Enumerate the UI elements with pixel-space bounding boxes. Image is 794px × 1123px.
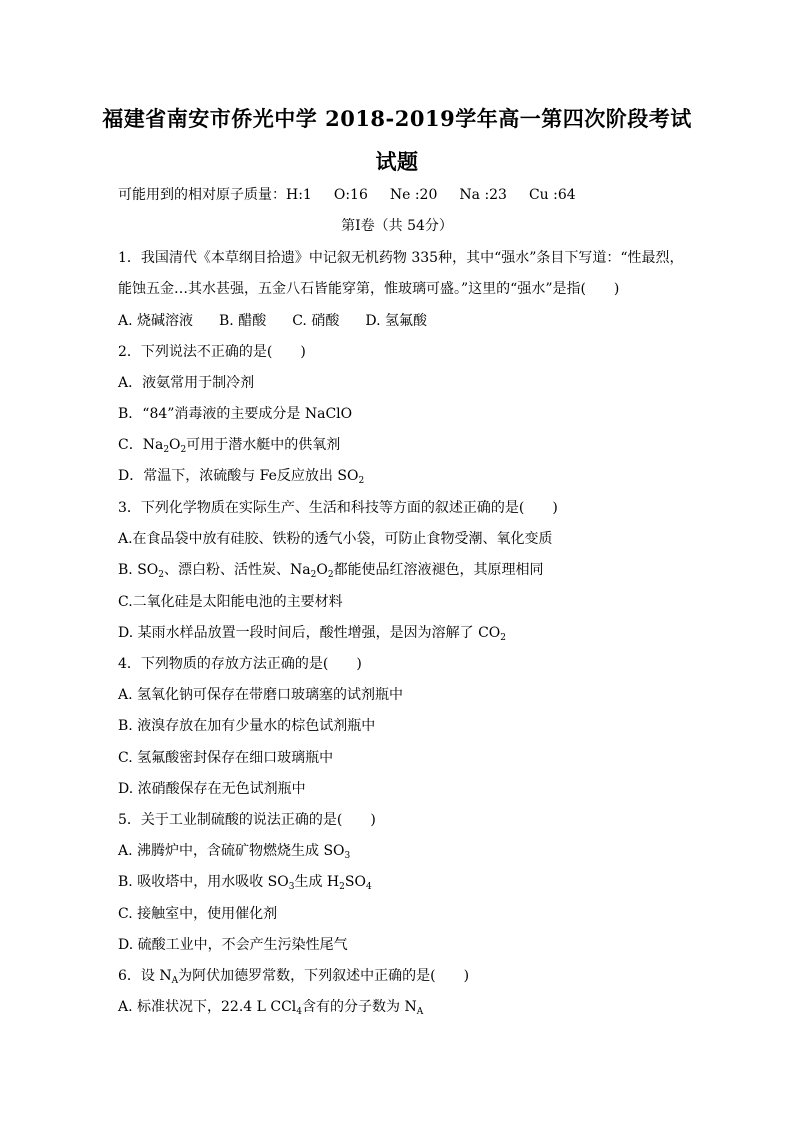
subscript: 2	[180, 445, 187, 455]
text-run: B. SO	[118, 562, 159, 578]
question-4-option-d: D. 浓硝酸保存在无色试剂瓶中	[118, 781, 306, 797]
question-6-option-a	[118, 997, 708, 1017]
text-run: A. 标准状况下，22.4 L CCl	[118, 999, 297, 1015]
subscript: A	[171, 976, 179, 986]
question-5-option-d: D. 硫酸工业中，不会产生污染性尾气	[118, 937, 348, 953]
subscript: 2	[500, 633, 506, 643]
question-4-option-a: A. 氢氧化钠可保存在带磨口玻璃塞的试剂瓶中	[118, 687, 404, 703]
question-3-option-b	[118, 560, 708, 580]
text-run: D. 某雨水样品放置一段时间后，酸性增强，是因为溶解了 CO	[118, 625, 501, 641]
question-2-option-b: B．“84”消毒液的主要成分是 NaClO	[118, 406, 353, 422]
question-1-stem: 1．我国清代《本草纲目拾遗》中记叙无机药物 335种，其中“强水”条目下写道：“性最烈，	[118, 250, 684, 266]
question-1-option-d: D. 氢氟酸	[365, 313, 427, 329]
subscript: 2	[158, 570, 164, 580]
question-5-option-b	[118, 872, 708, 892]
subscript: 2	[163, 445, 170, 455]
subscript: 2	[339, 882, 345, 892]
subscript: 4	[296, 1007, 303, 1017]
question-5-option-a	[118, 841, 708, 861]
question-4-option-b: B. 液溴存放在加有少量水的棕色试剂瓶中	[118, 718, 376, 734]
question-5-option-c: C. 接触室中，使用催化剂	[118, 906, 278, 922]
question-3-stem: 3．下列化学物质在实际生产、生活和科技等方面的叙述正确的是( )	[118, 500, 558, 516]
atomic-mass-o: O:16	[333, 187, 368, 203]
question-4-stem: 4．下列物质的存放方法正确的是( )	[118, 656, 362, 672]
question-5-stem: 5．关于工业制硫酸的说法正确的是( )	[118, 812, 376, 828]
atomic-mass-ne: Ne :20	[389, 187, 438, 203]
question-1-stem-continued: 能蚀五金…其水甚强，五金八石皆能穿第，惟玻璃可盛。”这里的“强水”是指( )	[118, 281, 620, 297]
section-heading: 第Ⅰ卷（共 54分）	[341, 218, 453, 234]
subscript: 3	[288, 882, 295, 892]
text-run: 生成 H	[294, 874, 340, 890]
text-run: 都能使品红溶液褪色，其原理相同	[333, 562, 544, 578]
text-run: O	[316, 562, 328, 578]
atomic-mass-cu: Cu :64	[528, 187, 576, 203]
question-2-option-d	[118, 466, 708, 486]
subscript: A	[416, 1007, 424, 1017]
atomic-mass-label: 可能用到的相对原子质量：	[118, 187, 286, 203]
question-3-option-c: C.二氧化硅是太阳能电池的主要材料	[118, 594, 343, 610]
question-3-option-a: A.在食品袋中放有硅胶、铁粉的透气小袋，可防止食物受潮、氧化变质	[118, 531, 553, 547]
atomic-mass-h: H:1	[286, 187, 312, 203]
question-2-option-c	[118, 435, 708, 455]
question-1-option-c: C. 硝酸	[292, 313, 340, 329]
text-run: C．Na	[118, 437, 164, 453]
subscript: 2	[310, 570, 317, 580]
text-run: SO	[344, 874, 366, 890]
question-3-option-d	[118, 623, 708, 643]
document-title: 福建省南安市侨光中学 2018-2019学年高一第四次阶段考试	[102, 106, 692, 131]
atomic-mass-na: Na :23	[459, 187, 507, 203]
subscript: 2	[327, 570, 334, 580]
question-1-options	[118, 311, 708, 331]
text-run: D．常温下，浓硫酸与 Fe反应放出 SO	[118, 468, 359, 484]
question-1-option-b: B. 醋酸	[219, 313, 267, 329]
subscript: 3	[344, 851, 351, 861]
document-title-continued: 试题	[375, 149, 419, 174]
question-2-option-a: A．液氨常用于制冷剂	[118, 375, 255, 391]
text-run: B. 吸收塔中，用水吸收 SO	[118, 874, 289, 890]
question-6-stem	[118, 966, 708, 986]
question-4-option-c: C. 氢氟酸密封保存在细口玻璃瓶中	[118, 750, 334, 766]
text-run: 可用于潜水艇中的供氧剂	[186, 437, 341, 453]
text-run: 含有的分子数为 N	[302, 999, 417, 1015]
text-run: 、漂白粉、活性炭、Na	[164, 562, 311, 578]
text-run: O	[169, 437, 181, 453]
text-run: A. 沸腾炉中，含硫矿物燃烧生成 SO	[118, 843, 345, 859]
subscript: 4	[365, 882, 372, 892]
subscript: 2	[358, 476, 365, 486]
atomic-mass-line	[118, 185, 708, 205]
question-2-stem: 2．下列说法不正确的是( )	[118, 344, 306, 360]
text-run: 为阿伏加德罗常数，下列叙述中正确的是( )	[178, 968, 470, 984]
question-1-option-a: A. 烧碱溶液	[118, 313, 194, 329]
text-run: 6．设 N	[118, 968, 172, 984]
